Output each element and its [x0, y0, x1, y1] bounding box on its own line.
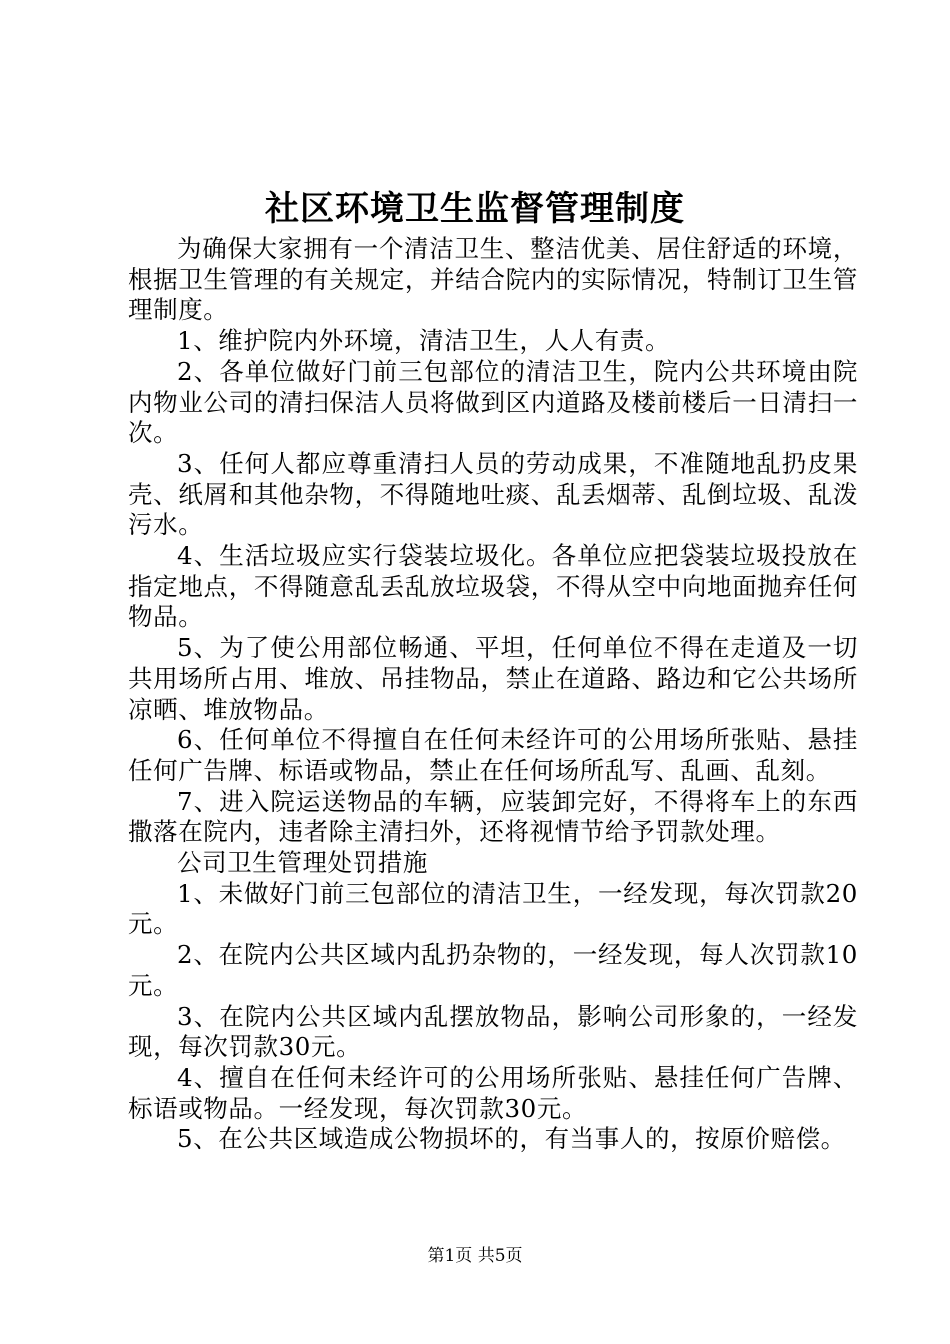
- document-title: 社区环境卫生监督管理制度: [265, 189, 685, 229]
- rule-paragraph-2: 2、各单位做好门前三包部位的清洁卫生，院内公共环境由院内物业公司的清扫保洁人员将做到区内道路及楼前楼后一日清扫一次。: [128, 356, 858, 448]
- rule-paragraph-3: 3、任何人都应尊重清扫人员的劳动成果，不准随地乱扔皮果壳、纸屑和其他杂物，不得随地吐痰、乱丢烟蒂、乱倒垃圾、乱泼污水。: [128, 448, 858, 540]
- penalty-paragraph-3: 3、在院内公共区域内乱摆放物品，影响公司形象的，一经发现，每次罚款30元。: [128, 1001, 858, 1062]
- penalty-paragraph-2: 2、在院内公共区域内乱扔杂物的，一经发现，每人次罚款10元。: [128, 940, 858, 1000]
- rule-paragraph-5: 5、为了使公用部位畅通、平坦，任何单位不得在走道及一切共用场所占用、堆放、吊挂物品，禁止在道路、路边和它公共场所凉晒、堆放物品。: [128, 633, 858, 724]
- rule-paragraph-1: 1、维护院内外环境，清洁卫生，人人有责。: [177, 326, 671, 356]
- penalty-paragraph-5: 5、在公共区域造成公物损坏的，有当事人的，按原价赔偿。: [177, 1124, 846, 1154]
- intro-paragraph: 为确保大家拥有一个清洁卫生、整洁优美、居住舒适的环境，根据卫生管理的有关规定，并结合院内的实际情况，特制订卫生管理制度。: [128, 234, 858, 325]
- penalty-paragraph-4: 4、擅自在任何未经许可的公用场所张贴、悬挂任何广告牌、标语或物品。一经发现，每次罚款30元。: [128, 1062, 858, 1123]
- penalty-paragraph-1: 1、未做好门前三包部位的清洁卫生，一经发现，每次罚款20元。: [128, 878, 858, 939]
- document-body: [128, 234, 858, 1155]
- rule-paragraph-4: 4、生活垃圾应实行袋装垃圾化。各单位应把袋装垃圾投放在指定地点，不得随意乱丢乱放垃圾袋，不得从空中向地面抛弃任何物品。: [128, 541, 858, 632]
- rule-paragraph-7: 7、进入院运送物品的车辆，应装卸完好，不得将车上的东西撒落在院内，违者除主清扫外，还将视情节给予罚款处理。: [128, 786, 858, 847]
- page-number-footer: 第1页 共5页: [427, 1246, 523, 1266]
- penalty-section-heading: 公司卫生管理处罚措施: [177, 848, 428, 878]
- rule-paragraph-6: 6、任何单位不得擅自在任何未经许可的公用场所张贴、悬挂任何广告牌、标语或物品，禁止在任何场所乱写、乱画、乱刻。: [128, 725, 858, 785]
